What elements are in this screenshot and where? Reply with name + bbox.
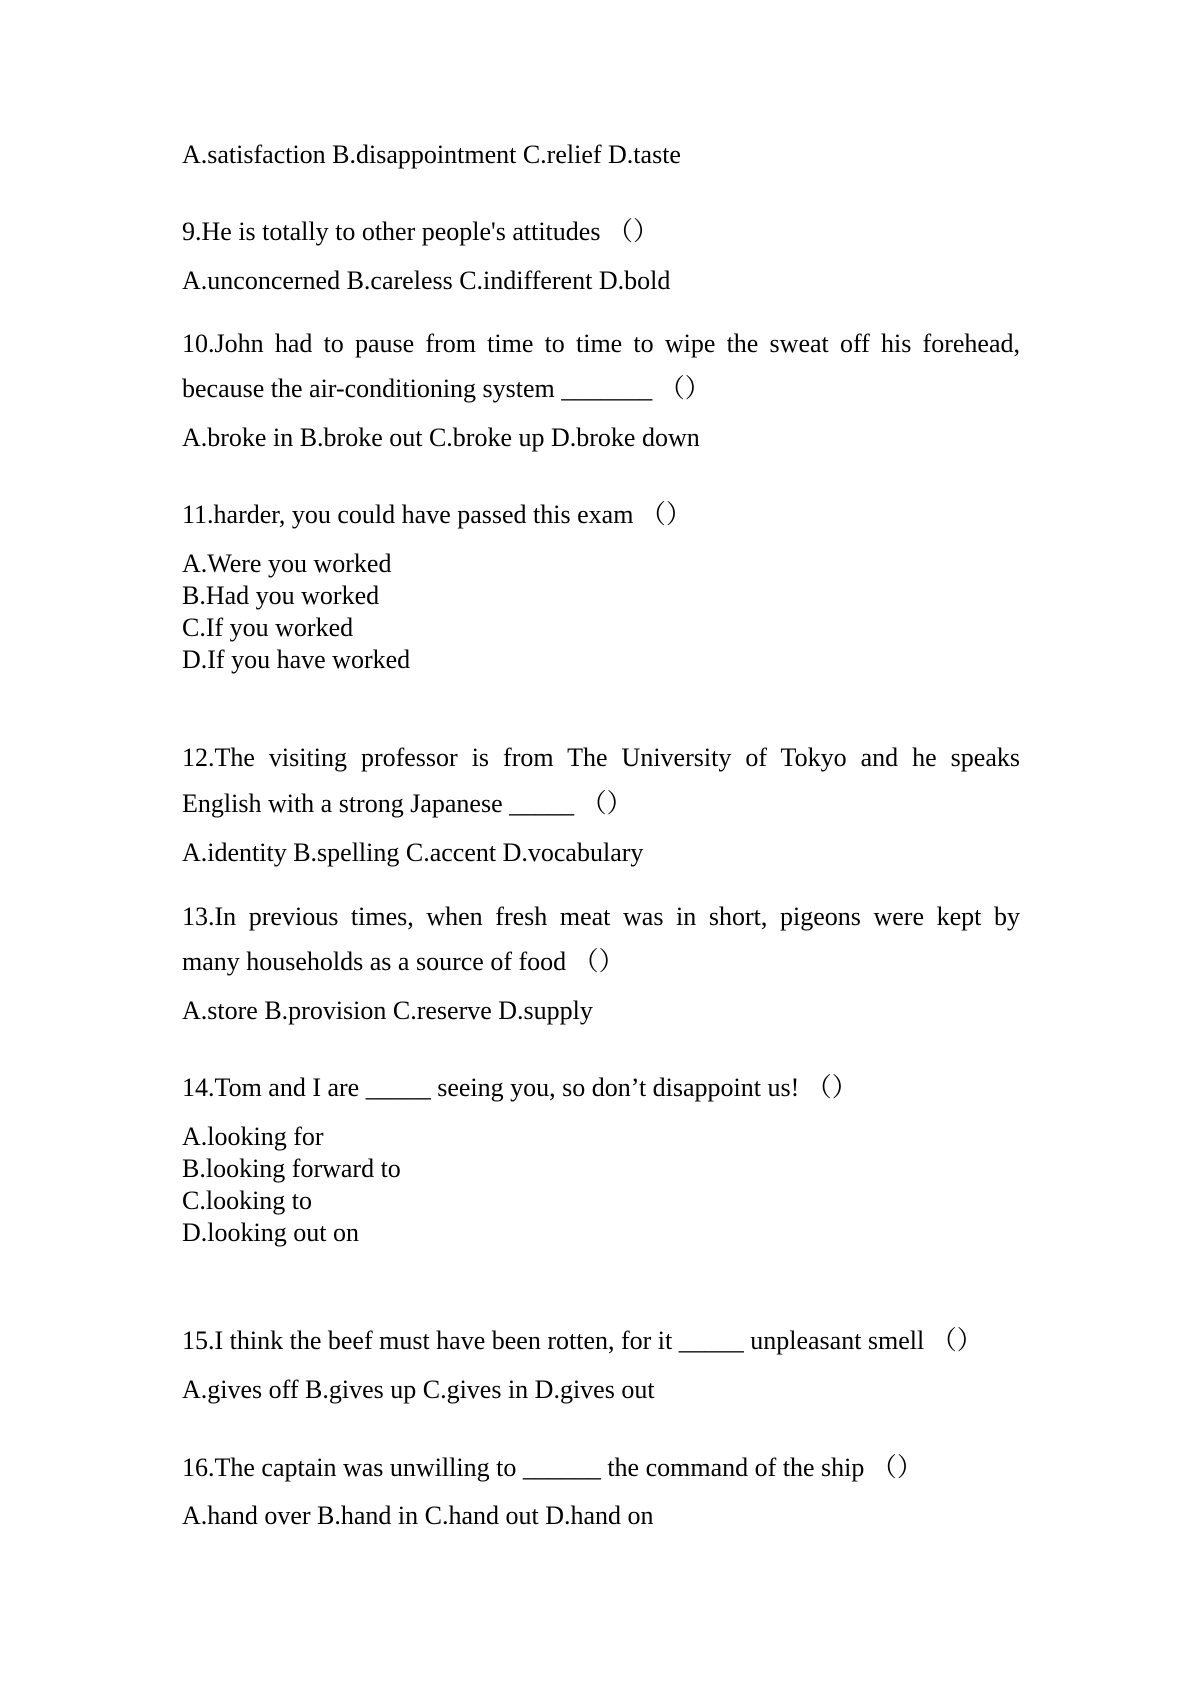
q11-question: 11.harder, you could have passed this exam （） <box>182 500 692 529</box>
q14-question: 14.Tom and I are _____ seeing you, so don’t disappoint us! （） <box>182 1073 858 1102</box>
q13-question-line2: many households as a source of food （） <box>182 947 625 976</box>
q15-question: 15.I think the beef must have been rotten, for it _____ unpleasant smell （） <box>182 1326 983 1355</box>
q13-options: A.store B.provision C.reserve D.supply <box>182 996 593 1025</box>
q11-option-d: D.If you have worked <box>182 645 411 674</box>
q12-question-line2: English with a strong Japanese _____ （） <box>182 789 633 818</box>
q10-options: A.broke in B.broke out C.broke up D.broke down <box>182 423 700 452</box>
q13-question-line1: 13.In previous times, when fresh meat was in short, pigeons were kept by <box>182 902 1020 931</box>
q15-options: A.gives off B.gives up C.gives in D.gives out <box>182 1375 655 1404</box>
q9-options: A.unconcerned B.careless C.indifferent D.bold <box>182 266 671 295</box>
q14-option-a: A.looking for <box>182 1122 324 1151</box>
q8-options: A.satisfaction B.disappointment C.relief D.taste <box>182 140 681 169</box>
q10-question-line2: because the air-conditioning system _______ （） <box>182 374 711 403</box>
q16-options: A.hand over B.hand in C.hand out D.hand on <box>182 1501 654 1530</box>
q9-question: 9.He is totally to other people's attitudes （） <box>182 217 659 246</box>
q14-option-c: C.looking to <box>182 1186 313 1215</box>
q11-option-a: A.Were you worked <box>182 549 392 578</box>
q10-question-line1: 10.John had to pause from time to time to wipe the sweat off his forehead, <box>182 329 1020 358</box>
q12-question-line1: 12.The visiting professor is from The University of Tokyo and he speaks <box>182 743 1020 772</box>
q11-option-b: B.Had you worked <box>182 581 380 610</box>
q16-question: 16.The captain was unwilling to ______ the command of the ship （） <box>182 1453 923 1482</box>
q12-options: A.identity B.spelling C.accent D.vocabulary <box>182 838 644 867</box>
q11-option-c: C.If you worked <box>182 613 354 642</box>
q14-option-d: D.looking out on <box>182 1218 359 1247</box>
q14-option-b: B.looking forward to <box>182 1154 401 1183</box>
